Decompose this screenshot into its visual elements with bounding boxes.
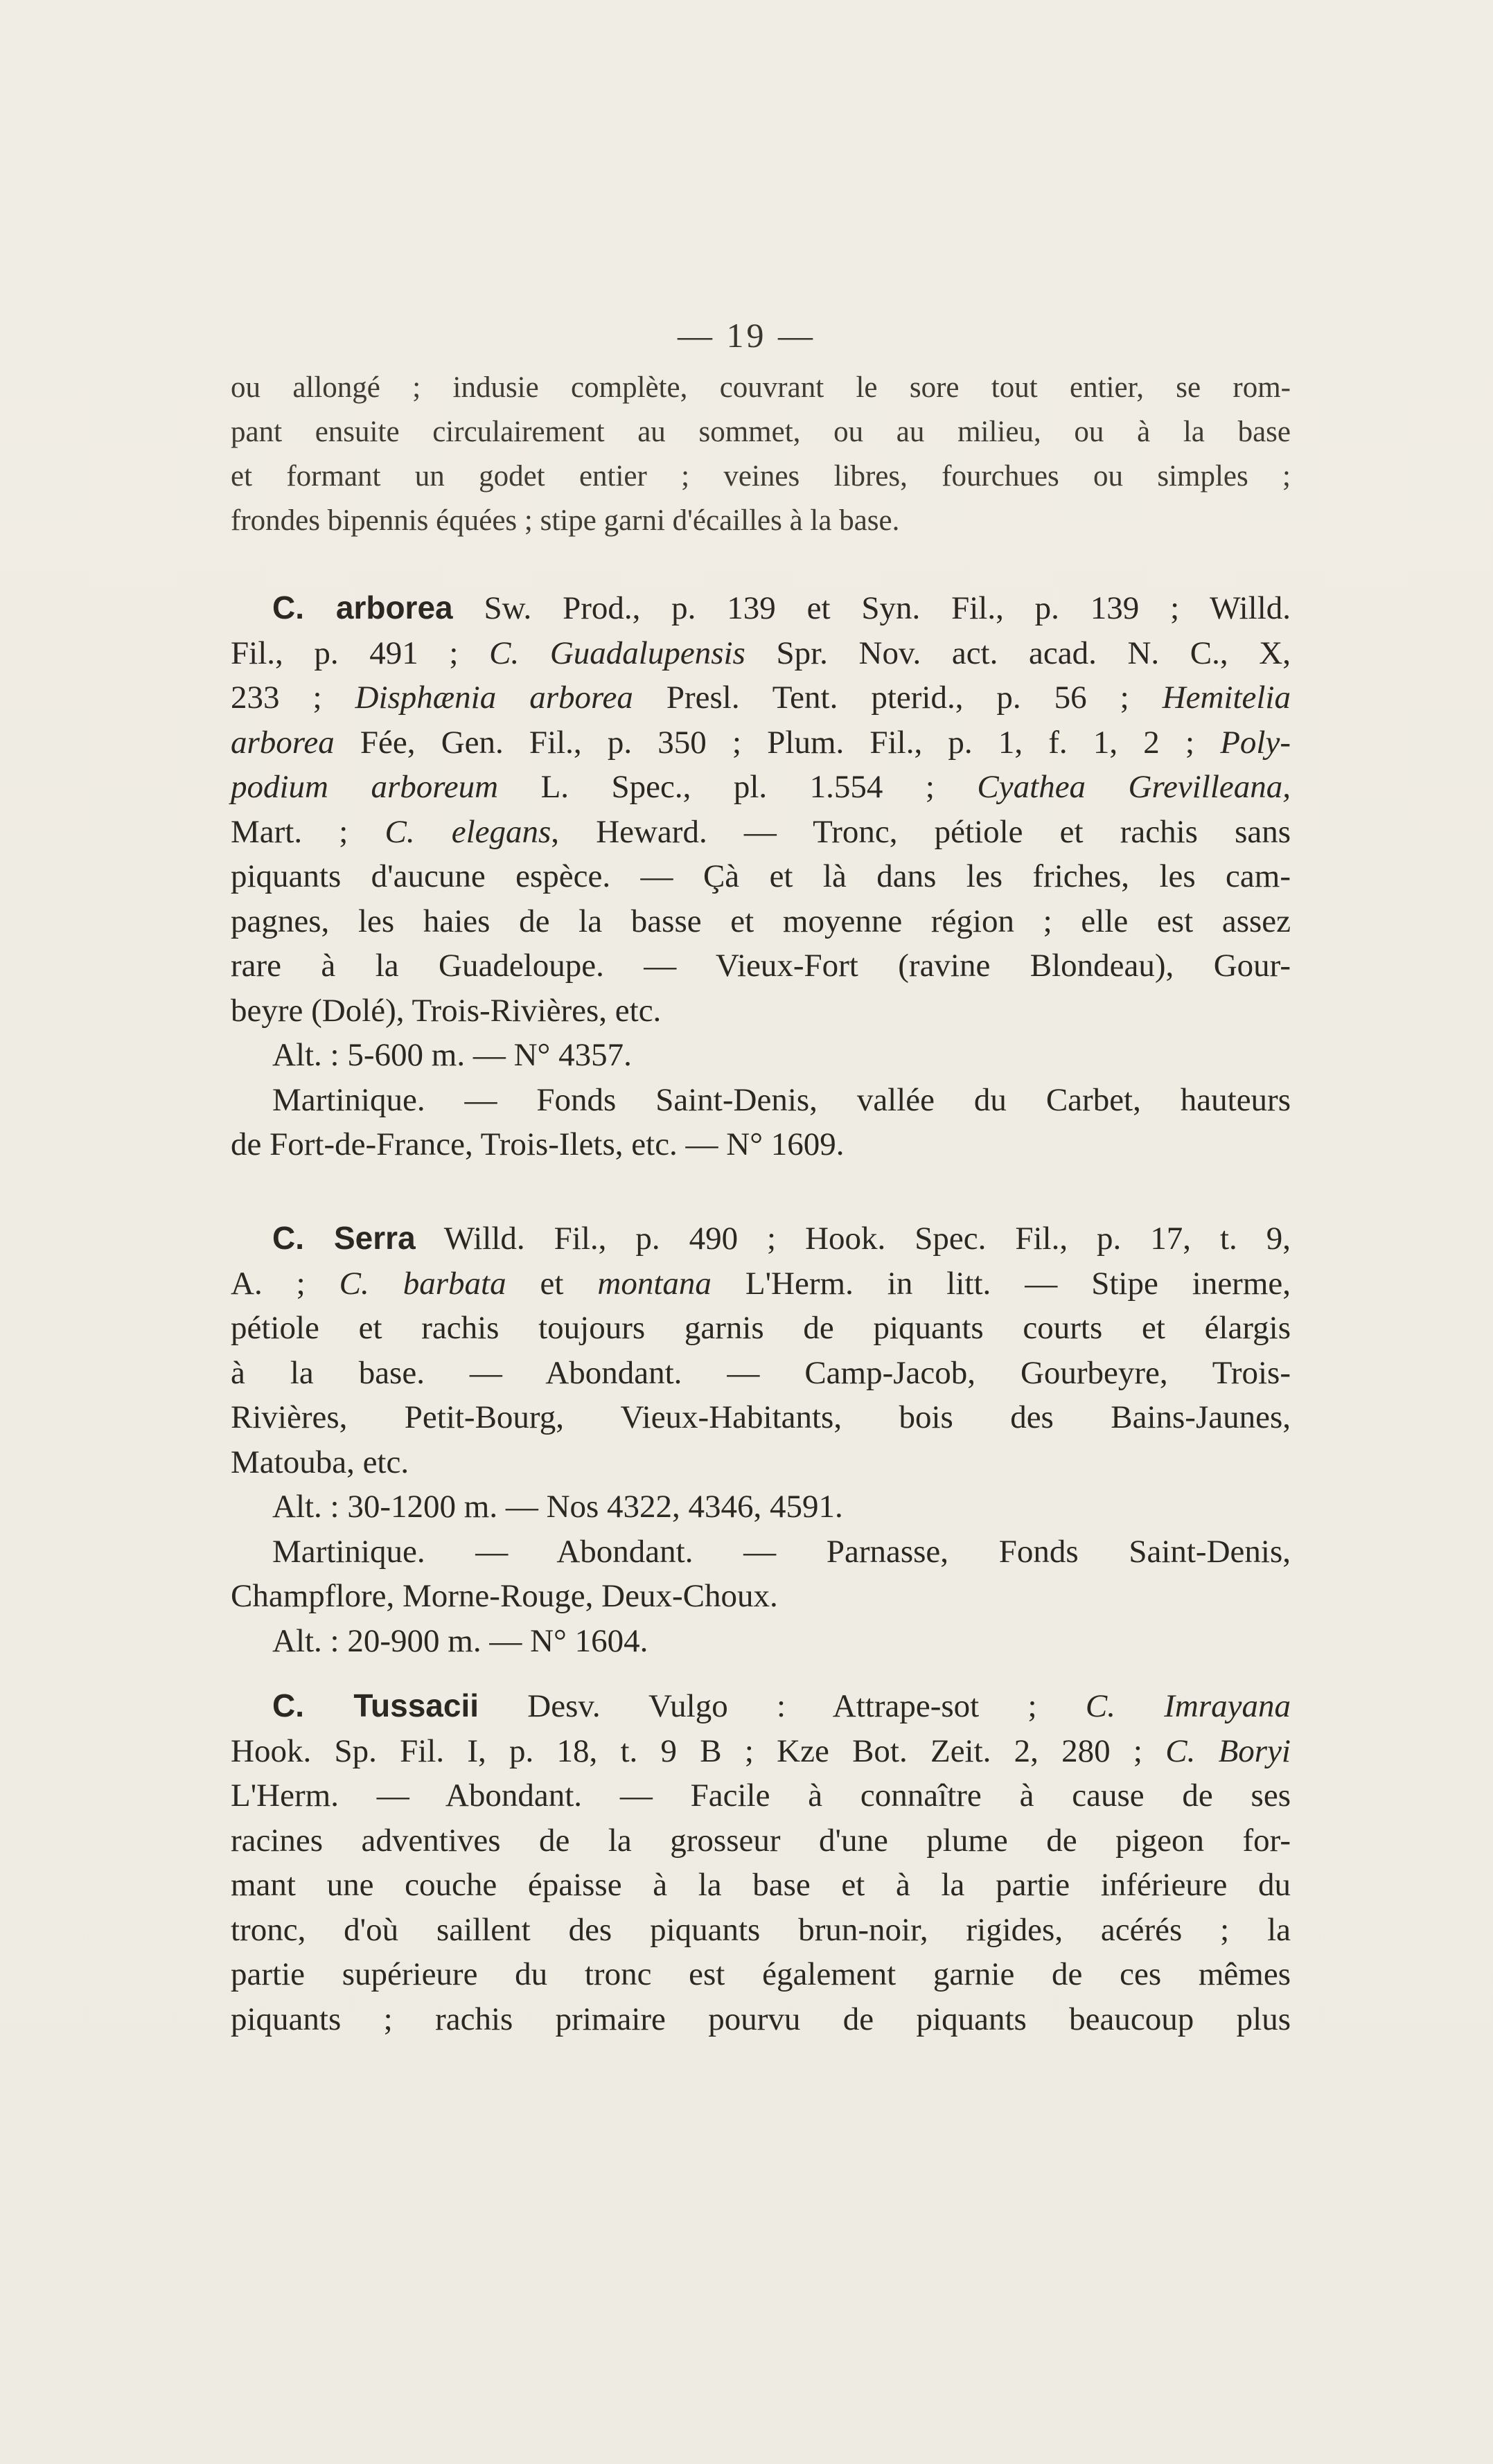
altitude-line: Alt. : 20-900 m. — N° 1604. [272,1622,648,1659]
species-name: C. Tussacii [272,1687,479,1723]
entry-line: pagnes, les haies de la basse et moyenne région ; elle est assez [231,903,1291,939]
entry-line: à la base. — Abondant. — Camp-Jacob, Gourbeyre, Trois- [231,1354,1291,1391]
entry-line: mant une couche épaisse à la base et à la partie inférieure du [231,1867,1291,1903]
intro-paragraph [231,366,1291,543]
entry-line: piquants ; rachis primaire pourvu de piquants beaucoup plus [231,2001,1291,2037]
martinique-line: Martinique. — Abondant. — Parnasse, Fonds Saint-Denis, [272,1533,1291,1570]
altitude-line: Alt. : 30-1200 m. — Nos 4322, 4346, 4591. [272,1489,843,1525]
species-name: C. Serra [272,1220,416,1256]
intro-line: frondes bipennis équées ; stipe garni d'écailles à la base. [231,504,900,537]
species-name: C. arborea [272,590,453,626]
intro-line: pant ensuite circulairement au sommet, ou au milieu, ou à la base [231,416,1291,448]
entry-line: C. Tussacii Desv. Vulgo : Attrape-sot ; C. Imrayana [272,1687,1291,1724]
entry-line: L'Herm. — Abondant. — Facile à connaître à cause de ses [231,1778,1291,1814]
entry-serra [231,1216,1291,1663]
intro-line: ou allongé ; indusie complète, couvrant le sore tout entier, se rom- [231,371,1291,404]
altitude-line: Alt. : 5-600 m. — N° 4357. [272,1037,632,1073]
entry-tussacii [231,1683,1291,2041]
entry-line: partie supérieure du tronc est également garnie de ces mêmes [231,1956,1291,1992]
entry-line: pétiole et rachis toujours garnis de piquants courts et élargis [231,1310,1291,1346]
entry-line: racines adventives de la grosseur d'une plume de pigeon for- [231,1822,1291,1859]
entry-line: C. Serra Willd. Fil., p. 490 ; Hook. Spec. Fil., p. 17, t. 9, [272,1220,1291,1257]
page-number-header: — 19 — [678,316,815,355]
entry-line: piquants d'aucune espèce. — Çà et là dans les friches, les cam- [231,858,1291,894]
entry-line: Matouba, etc. [231,1444,409,1480]
entry-line: tronc, d'où saillent des piquants brun-noir, rigides, acérés ; la [231,1911,1291,1948]
entry-line: podium arboreum L. Spec., pl. 1.554 ; Cyathea Grevilleana, [231,769,1291,805]
martinique-line: Champflore, Morne-Rouge, Deux-Choux. [231,1578,778,1614]
entry-line: A. ; C. barbata et montana L'Herm. in litt. — Stipe inerme, [231,1265,1291,1302]
entry-line: 233 ; Disphænia arborea Presl. Tent. pterid., p. 56 ; Hemitelia [231,680,1291,716]
entry-line: Rivières, Petit-Bourg, Vieux-Habitants, bois des Bains-Jaunes, [231,1399,1291,1435]
entry-line: Hook. Sp. Fil. I, p. 18, t. 9 B ; Kze Bot. Zeit. 2, 280 ; C. Boryi [231,1732,1291,1769]
entry-line: Fil., p. 491 ; C. Guadalupensis Spr. Nov. act. acad. N. C., X, [231,635,1291,671]
intro-line: et formant un godet entier ; veines libres, fourchues ou simples ; [231,460,1291,493]
martinique-line: Martinique. — Fonds Saint-Denis, vallée du Carbet, hauteurs [272,1081,1291,1118]
entry-line: arborea Fée, Gen. Fil., p. 350 ; Plum. Fil., p. 1, f. 1, 2 ; Poly- [231,724,1291,761]
entry-line: Mart. ; C. elegans, Heward. — Tronc, pétiole et rachis sans [231,813,1291,850]
entry-line: rare à la Guadeloupe. — Vieux-Fort (ravine Blondeau), Gour- [231,948,1291,984]
entry-line: C. arborea Sw. Prod., p. 139 et Syn. Fil., p. 139 ; Willd. [272,590,1291,626]
entry-arborea [231,585,1291,1167]
entry-line: beyre (Dolé), Trois-Rivières, etc. [231,992,662,1029]
martinique-line: de Fort-de-France, Trois-Ilets, etc. — N° 1609. [231,1126,845,1162]
